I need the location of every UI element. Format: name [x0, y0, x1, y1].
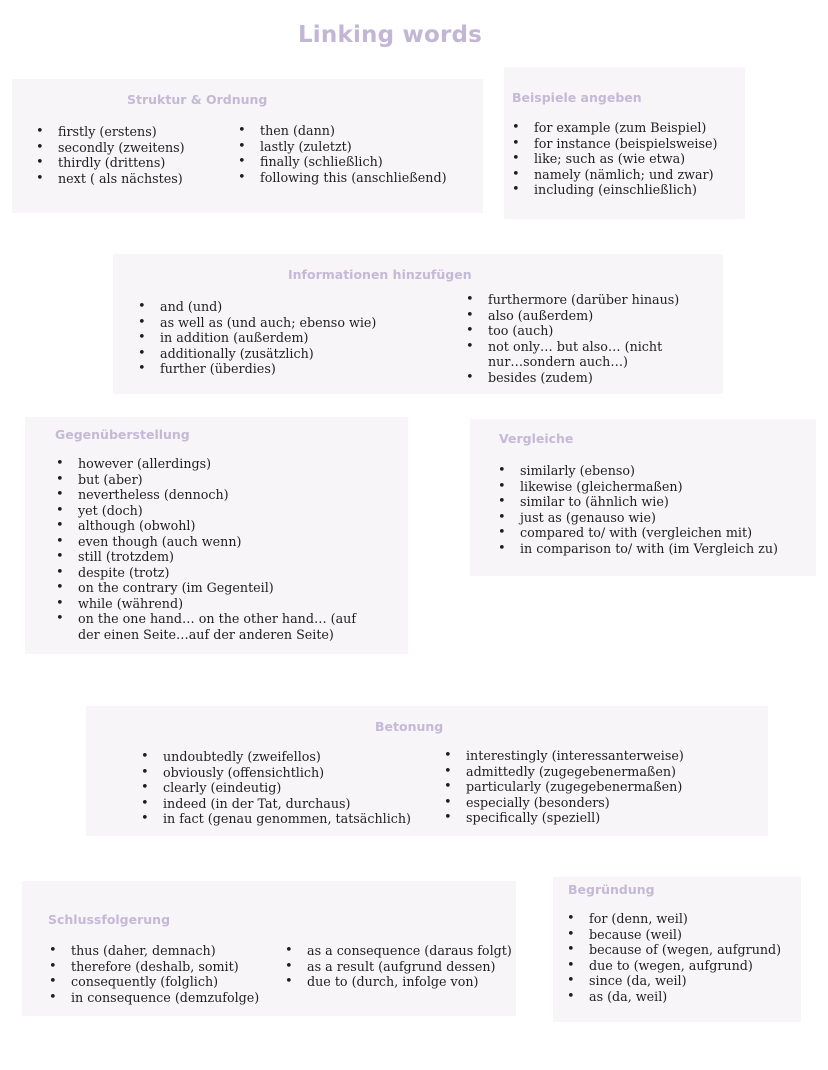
list-item: • especially (besonders) — [444, 795, 684, 811]
list-item: • obviously (offensichtlich) — [141, 765, 411, 781]
list-item: • thus (daher, demnach) — [49, 943, 259, 959]
struktur-section — [12, 79, 483, 213]
list-item: • for example (zum Beispiel) — [512, 120, 717, 136]
beispiele-section — [504, 67, 745, 219]
list-item: • for instance (beispielsweise) — [512, 136, 717, 152]
list-item: • additionally (zusätzlich) — [138, 346, 376, 362]
list-item: • namely (nämlich; und zwar) — [512, 167, 717, 183]
list-item: • finally (schließlich) — [238, 154, 447, 170]
list-item: • clearly (eindeutig) — [141, 780, 411, 796]
list-item: • due to (wegen, aufgrund) — [567, 958, 781, 974]
list-item: • because of (wegen, aufgrund) — [567, 942, 781, 958]
list-item: • for (denn, weil) — [567, 911, 781, 927]
list-item: • furthermore (darüber hinaus) — [466, 292, 686, 308]
list-item: • in fact (genau genommen, tatsächlich) — [141, 811, 411, 827]
list-item: • as a consequence (daraus folgt) — [285, 943, 512, 959]
list-item: • as well as (und auch; ebenso wie) — [138, 315, 376, 331]
page-title: Linking words — [297, 22, 483, 48]
begruendung-heading: Begründung — [568, 882, 655, 897]
list-item: • following this (anschließend) — [238, 170, 447, 186]
informationen-list-col2 — [466, 292, 686, 385]
list-item: • admittedly (zugegebenermaßen) — [444, 764, 684, 780]
list-item: • consequently (folglich) — [49, 974, 259, 990]
betonung-heading: Betonung — [375, 719, 444, 734]
list-item: • although (obwohl) — [56, 518, 376, 534]
gegen-list — [56, 456, 376, 642]
list-item: • still (trotzdem) — [56, 549, 376, 565]
list-item: • and (und) — [138, 299, 376, 315]
betonung-list-col2 — [444, 748, 684, 826]
beispiele-heading: Beispiele angeben — [512, 90, 642, 105]
list-item: • interestingly (interessanterweise) — [444, 748, 684, 764]
list-item: • while (während) — [56, 596, 376, 612]
schluss-section — [22, 881, 516, 1016]
list-item: • besides (zudem) — [466, 370, 686, 386]
list-item: • as (da, weil) — [567, 989, 781, 1005]
gegen-section — [25, 417, 408, 654]
list-item: • indeed (in der Tat, durchaus) — [141, 796, 411, 812]
list-item: • on the contrary (im Gegenteil) — [56, 580, 376, 596]
list-item: • since (da, weil) — [567, 973, 781, 989]
list-item: • firstly (erstens) — [36, 124, 185, 140]
list-item: • just as (genauso wie) — [498, 510, 778, 526]
informationen-heading: Informationen hinzufügen — [288, 267, 472, 282]
informationen-list-col1 — [138, 299, 376, 377]
list-item: • likewise (gleichermaßen) — [498, 479, 778, 495]
list-item: • but (aber) — [56, 472, 376, 488]
list-item: • also (außerdem) — [466, 308, 686, 324]
list-item: • similar to (ähnlich wie) — [498, 494, 778, 510]
list-item: • then (dann) — [238, 123, 447, 139]
list-item: • as a result (aufgrund dessen) — [285, 959, 512, 975]
list-item: • on the one hand… on the other hand… (auf der einen Seite…auf der anderen Seite) — [56, 611, 376, 642]
list-item: • not only… but also… (nicht nur…sondern auch…) — [466, 339, 686, 370]
list-item: • because (weil) — [567, 927, 781, 943]
informationen-section — [113, 254, 723, 394]
schluss-list-col2 — [285, 943, 512, 990]
list-item: • too (auch) — [466, 323, 686, 339]
schluss-list-col1 — [49, 943, 259, 1005]
list-item: • compared to/ with (vergleichen mit) — [498, 525, 778, 541]
list-item: • particularly (zugegebenermaßen) — [444, 779, 684, 795]
list-item: • secondly (zweitens) — [36, 140, 185, 156]
list-item: • next ( als nächstes) — [36, 171, 185, 187]
list-item: • despite (trotz) — [56, 565, 376, 581]
list-item: • due to (durch, infolge von) — [285, 974, 512, 990]
list-item: • even though (auch wenn) — [56, 534, 376, 550]
list-item: • lastly (zuletzt) — [238, 139, 447, 155]
list-item: • undoubtedly (zweifellos) — [141, 749, 411, 765]
vergleiche-section — [470, 419, 816, 576]
list-item: • therefore (deshalb, somit) — [49, 959, 259, 975]
begruendung-section — [553, 877, 801, 1022]
list-item: • yet (doch) — [56, 503, 376, 519]
list-item: • like; such as (wie etwa) — [512, 151, 717, 167]
list-item: • further (überdies) — [138, 361, 376, 377]
list-item: • in addition (außerdem) — [138, 330, 376, 346]
beispiele-list — [512, 120, 717, 198]
list-item: • including (einschließlich) — [512, 182, 717, 198]
list-item: • similarly (ebenso) — [498, 463, 778, 479]
betonung-section — [86, 706, 768, 836]
struktur-heading: Struktur & Ordnung — [127, 92, 268, 107]
list-item: • specifically (speziell) — [444, 810, 684, 826]
list-item: • nevertheless (dennoch) — [56, 487, 376, 503]
list-item: • in consequence (demzufolge) — [49, 990, 259, 1006]
betonung-list-col1 — [141, 749, 411, 827]
list-item: • thirdly (drittens) — [36, 155, 185, 171]
schluss-heading: Schlussfolgerung — [48, 912, 171, 927]
vergleiche-list — [498, 463, 778, 556]
gegen-heading: Gegenüberstellung — [55, 427, 190, 442]
begruendung-list — [567, 911, 781, 1004]
list-item: • in comparison to/ with (im Vergleich zu) — [498, 541, 778, 557]
list-item: • however (allerdings) — [56, 456, 376, 472]
struktur-list-col1 — [36, 124, 185, 186]
vergleiche-heading: Vergleiche — [499, 431, 574, 446]
struktur-list-col2 — [238, 123, 447, 185]
